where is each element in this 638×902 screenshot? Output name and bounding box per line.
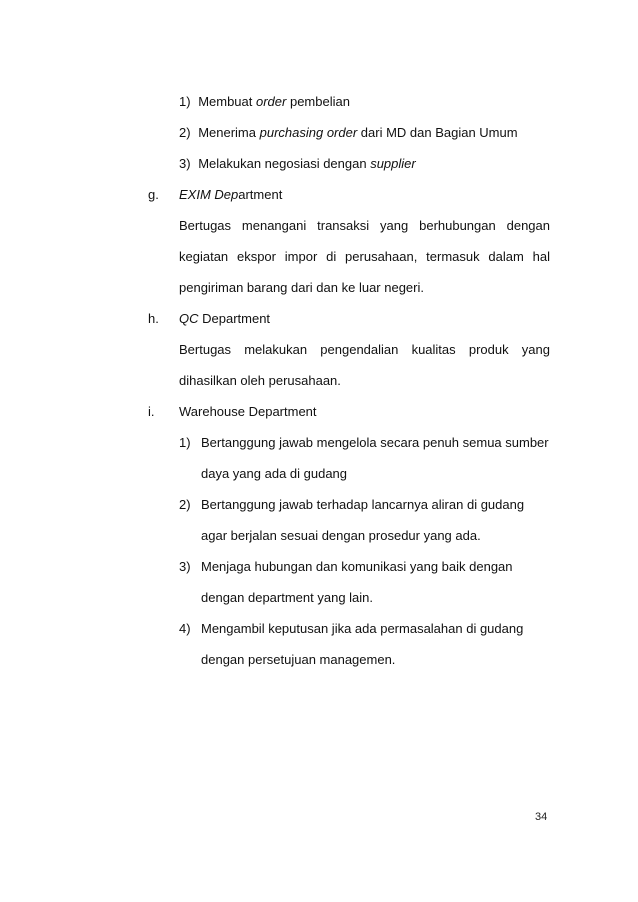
section-heading: EXIM Department: [179, 187, 283, 202]
list-item-text: Mengambil keputusan jika ada permasalahan di gudang: [201, 621, 524, 636]
list-marker: 2): [179, 125, 191, 140]
paragraph-line: Bertugas melakukan pengendalian kualitas produk yang: [179, 342, 550, 357]
purchasing-item: [179, 94, 350, 110]
purchasing-item: [179, 125, 518, 141]
list-marker: 2): [179, 497, 191, 512]
list-marker: 4): [179, 621, 191, 636]
list-item-text: Membuat order pembelian: [198, 94, 350, 109]
list-item-text: Melakukan negosiasi dengan supplier: [198, 156, 416, 171]
section-marker: i.: [148, 404, 155, 419]
section-marker: g.: [148, 187, 159, 202]
list-marker: 3): [179, 559, 191, 574]
list-item-text: dengan persetujuan managemen.: [201, 652, 396, 667]
paragraph-line: kegiatan ekspor impor di perusahaan, termasuk dalam hal: [179, 249, 550, 264]
section-heading: QC Department: [179, 311, 271, 326]
section-marker: h.: [148, 311, 159, 326]
paragraph-line: Bertugas menangani transaksi yang berhubungan dengan: [179, 218, 550, 233]
list-item-text: dengan department yang lain.: [201, 590, 374, 605]
list-item-text: Menjaga hubungan dan komunikasi yang baik dengan: [201, 559, 513, 574]
list-marker: 3): [179, 156, 191, 171]
purchasing-item: [179, 156, 416, 172]
list-marker: 1): [179, 435, 191, 450]
section-heading: Warehouse Department: [179, 404, 317, 419]
list-item-text: Menerima purchasing order dari MD dan Bagian Umum: [198, 125, 518, 140]
paragraph-line: dihasilkan oleh perusahaan.: [179, 373, 341, 388]
list-item-text: daya yang ada di gudang: [201, 466, 348, 481]
list-item-text: Bertanggung jawab terhadap lancarnya aliran di gudang: [201, 497, 525, 512]
list-marker: 1): [179, 94, 191, 109]
list-item-text: Bertanggung jawab mengelola secara penuh semua sumber: [201, 435, 549, 450]
paragraph-line: pengiriman barang dari dan ke luar negeri.: [179, 280, 424, 295]
page-number: 34: [535, 811, 548, 823]
list-item-text: agar berjalan sesuai dengan prosedur yang ada.: [201, 528, 481, 543]
